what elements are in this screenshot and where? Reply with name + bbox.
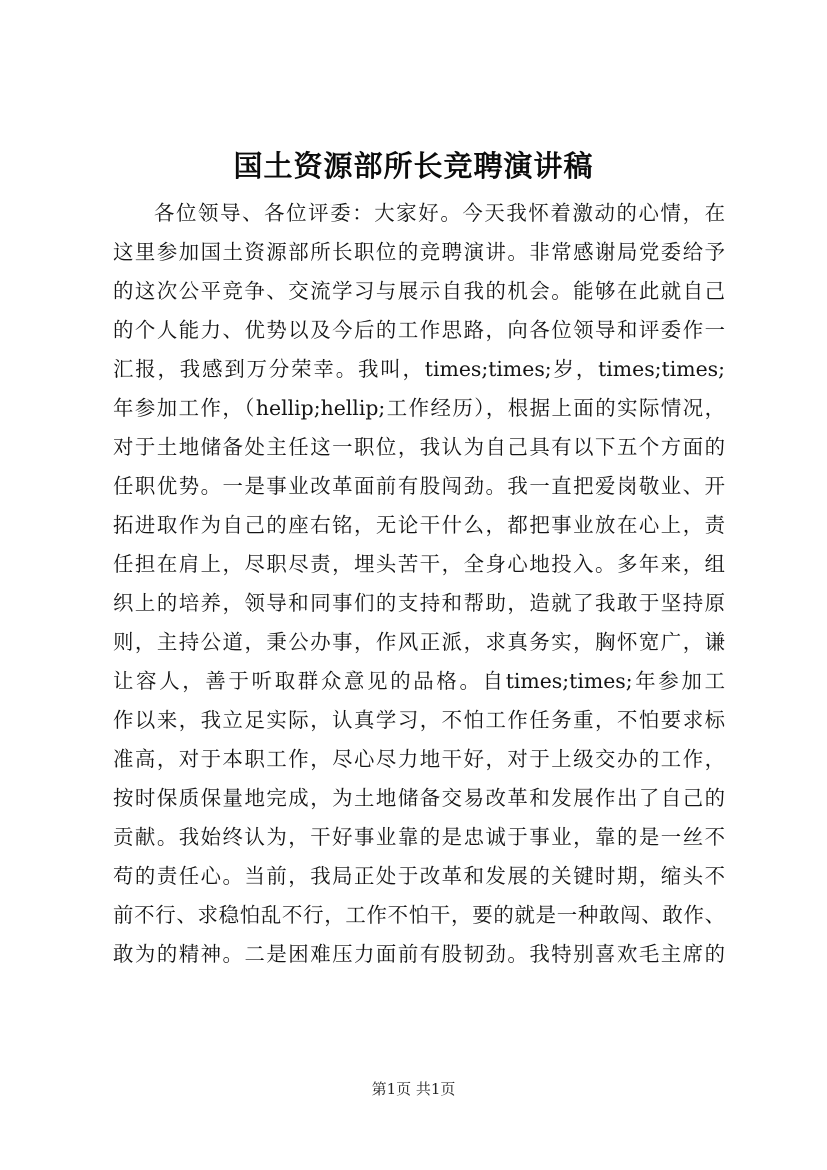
body-line: 敢为的精神。二是困难压力面前有股韧劲。我特别喜欢毛主席的 (113, 942, 725, 966)
body-line: 年参加工作，（hellip;hellip;工作经历），根据上面的实际情况， (113, 396, 725, 420)
body-line: 作以来，我立足实际，认真学习，不怕工作任务重，不怕要求标 (113, 708, 725, 732)
page-footer: 第1页 共1页 (371, 1080, 456, 1098)
body-line: 汇报，我感到万分荣幸。我叫，times;times;岁，times;times; (113, 357, 725, 381)
body-line: 按时保质保量地完成，为土地储备交易改革和发展作出了自己的 (113, 786, 725, 810)
document-title: 国土资源部所长竞聘演讲稿 (233, 149, 594, 183)
body-line: 的个人能力、优势以及今后的工作思路，向各位领导和评委作一 (113, 318, 725, 342)
body-line: 则，主持公道，秉公办事，作风正派，求真务实，胸怀宽广，谦 (113, 630, 725, 654)
body-line: 的这次公平竞争、交流学习与展示自我的机会。能够在此就自己 (113, 279, 725, 303)
body-line: 准高，对于本职工作，尽心尽力地干好，对于上级交办的工作， (113, 747, 725, 771)
body-line: 拓进取作为自己的座右铭，无论干什么，都把事业放在心上，责 (113, 513, 725, 537)
body-line: 任职优势。一是事业改革面前有股闯劲。我一直把爱岗敬业、开 (113, 474, 725, 498)
body-line: 贡献。我始终认为，干好事业靠的是忠诚于事业，靠的是一丝不 (113, 825, 725, 849)
body-line: 对于土地储备处主任这一职位，我认为自己具有以下五个方面的 (113, 435, 725, 459)
body-line: 各位领导、各位评委：大家好。今天我怀着激动的心情，在 (154, 201, 725, 225)
body-line: 这里参加国土资源部所长职位的竞聘演讲。非常感谢局党委给予 (113, 240, 725, 264)
body-line: 让容人，善于听取群众意见的品格。自times;times;年参加工 (113, 669, 725, 693)
body-line: 任担在肩上，尽职尽责，埋头苦干，全身心地投入。多年来，组 (113, 552, 725, 576)
body-line: 织上的培养，领导和同事们的支持和帮助，造就了我敢于坚持原 (113, 591, 725, 615)
body-line: 苟的责任心。当前，我局正处于改革和发展的关键时期，缩头不 (113, 864, 725, 888)
body-line: 前不行、求稳怕乱不行，工作不怕干，要的就是一种敢闯、敢作、 (113, 903, 725, 927)
